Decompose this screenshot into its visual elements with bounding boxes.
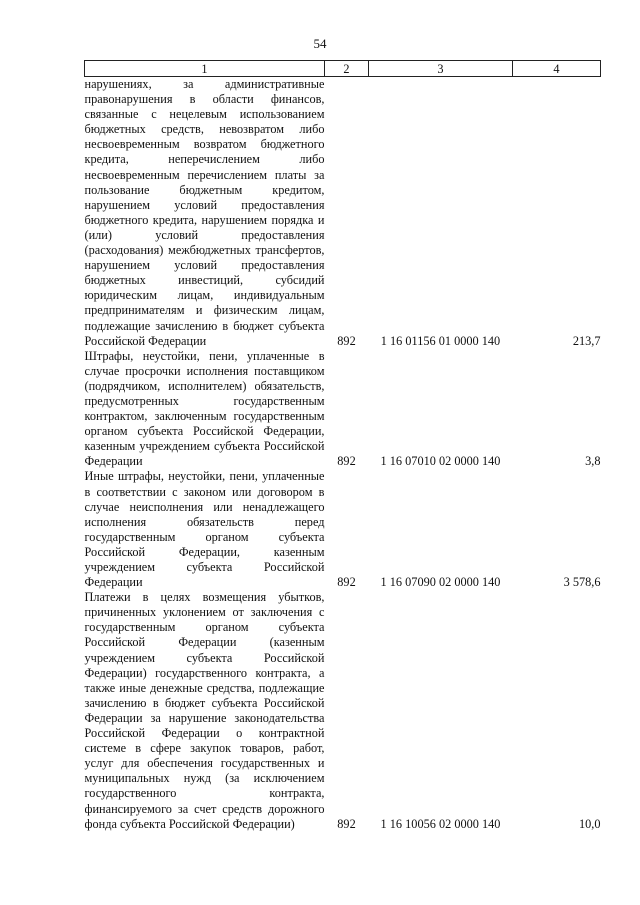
column-header-admin-code: 2 xyxy=(325,61,369,77)
row-amount: 3,8 xyxy=(585,454,601,469)
column-header-kbk: 3 xyxy=(369,61,513,77)
column-header-description: 1 xyxy=(85,61,325,77)
row-kbk: 1 16 01156 01 0000 140 xyxy=(380,333,501,348)
table-row xyxy=(85,349,601,470)
row-admin-code: 892 xyxy=(337,454,356,469)
page-number: 54 xyxy=(313,36,327,51)
row-kbk: 1 16 07010 02 0000 140 xyxy=(380,454,501,469)
row-admin-code: 892 xyxy=(337,816,356,831)
row-amount: 10,0 xyxy=(578,816,601,831)
row-amount: 3 578,6 xyxy=(563,575,601,590)
budget-revenue-table xyxy=(84,60,601,832)
row-kbk: 1 16 07090 02 0000 140 xyxy=(380,575,501,590)
row-description: Штрафы, неустойки, пени, уплаченные в случае просрочки исполнения поставщиком (подрядчиком, исполнителем) обязательств, предусмотренных государственным контрактом, заключенным государственным органом субъекта Российской Федерации, казенным учреждением субъекта Российской Федерации xyxy=(84,348,325,469)
table-header-row xyxy=(85,61,601,77)
row-amount: 213,7 xyxy=(572,333,601,348)
row-admin-code: 892 xyxy=(337,575,356,590)
row-description: Платежи в целях возмещения убытков, причиненных уклонением от заключения с государственным органом субъекта Российской Федерации (казенным учреждением субъекта Российской Федерации) государственного контракта, а также иные денежные средства, подлежащие зачислению в бюджет субъекта Российской Федерации за нарушение законодательства Российской Федерации о контрактной системе в сфере закупок товаров, работ, услуг для обеспечения государственных и муниципальных нужд (за исключением государственного контракта, финансируемого за счет средств дорожного фонда субъекта Российской Федерации) xyxy=(84,590,325,831)
row-description: нарушениях, за административные правонарушения в области финансов, связанные с нецелевым использованием бюджетных средств, невозвратом либо несвоевременным возвратом бюджетного кредита, неперечислением либо несвоевременным перечислением платы за пользование бюджетным кредитом, нарушением условий предоставления бюджетного кредита, нарушением порядка и (или) условий предоставления (расходования) межбюджетных трансфертов, нарушением условий предоставления бюджетных инвестиций, субсидий юридическим лицам, индивидуальным предпринимателям и физическим лицам, подлежащие зачислению в бюджет субъекта Российской Федерации xyxy=(84,77,325,348)
row-description: Иные штрафы, неустойки, пени, уплаченные в соответствии с законом или договором в случае неисполнения или ненадлежащего исполнения обязательств перед государственным органом субъекта Российской Федерации, казенным учреждением субъекта Российской Федерации xyxy=(84,469,325,590)
table-row xyxy=(85,469,601,590)
row-kbk: 1 16 10056 02 0000 140 xyxy=(380,816,501,831)
table-row xyxy=(85,590,601,832)
row-admin-code: 892 xyxy=(337,333,356,348)
column-header-amount: 4 xyxy=(513,61,601,77)
table-row xyxy=(85,77,601,349)
